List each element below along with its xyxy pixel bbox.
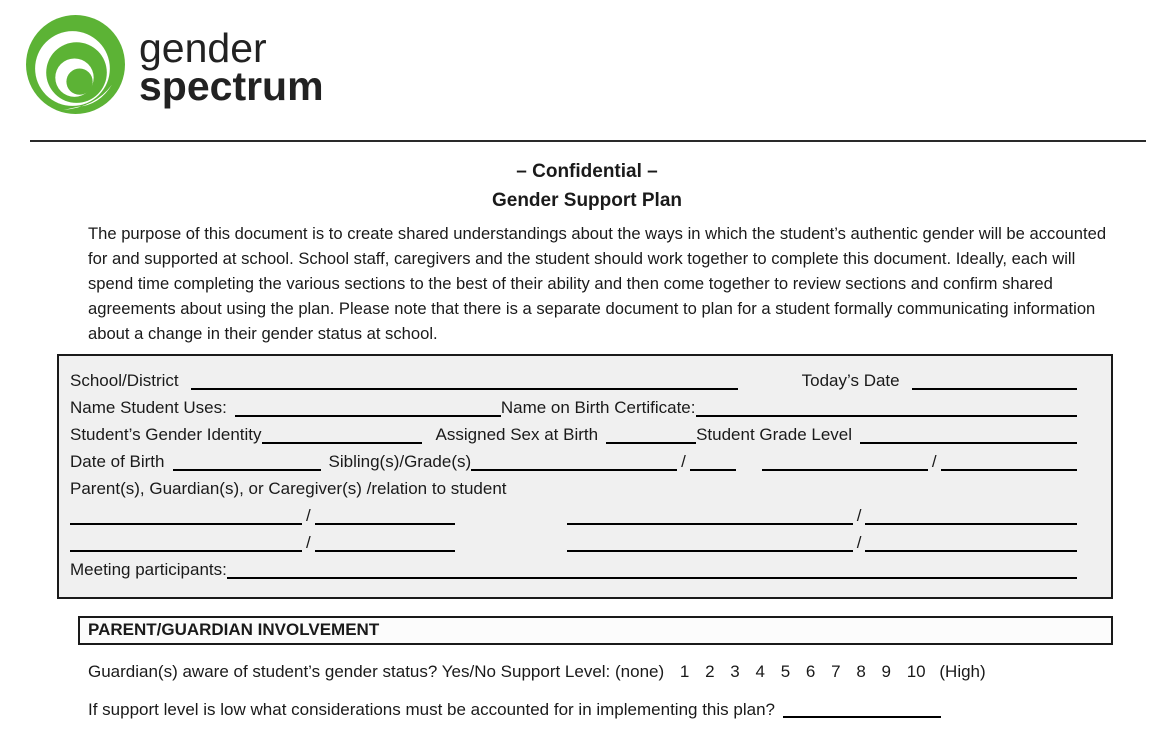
gender-identity-field[interactable] [262, 429, 422, 444]
header-divider [30, 140, 1146, 142]
support-level-7[interactable]: 7 [831, 662, 841, 681]
row-identity-sex-grade [70, 421, 1077, 448]
name-birth-certificate-field[interactable] [696, 402, 1078, 417]
slash-separator: / [856, 533, 862, 552]
low-support-considerations-field[interactable] [783, 703, 941, 718]
date-of-birth-field[interactable] [173, 456, 321, 471]
meeting-participants-field[interactable] [227, 564, 1077, 579]
parent-guardian-involvement-header: PARENT/GUARDIAN INVOLVEMENT [78, 616, 1113, 645]
parent4-name-field[interactable] [567, 537, 853, 552]
name-student-uses-label: Name Student Uses: [70, 398, 227, 417]
sibling2-grade-field[interactable] [941, 456, 1077, 471]
support-level-5[interactable]: 5 [780, 662, 791, 681]
slash-separator: / [931, 452, 937, 471]
support-level-1[interactable]: 1 [679, 662, 690, 681]
parent2-name-field[interactable] [567, 510, 853, 525]
todays-date-label: Today’s Date [801, 371, 900, 390]
grade-level-label: Student Grade Level [696, 425, 853, 444]
assigned-sex-field[interactable] [606, 429, 696, 444]
row-parent-3-4 [70, 529, 1077, 556]
name-student-uses-field[interactable] [235, 402, 501, 417]
parents-caregivers-label: Parent(s), Guardian(s), or Caregiver(s) /relation to student [70, 479, 507, 498]
sibling2-name-field[interactable] [762, 456, 928, 471]
low-support-question: If support level is low what considerations must be accounted for in implementing this plan? [88, 700, 775, 719]
guardian-awareness-question: Guardian(s) aware of student’s gender status? Yes/No Support Level: (none) [88, 662, 665, 681]
date-of-birth-label: Date of Birth [70, 452, 165, 471]
sibling1-grade-field[interactable] [690, 456, 736, 471]
school-district-field[interactable] [191, 375, 738, 390]
parent1-relation-field[interactable] [315, 510, 455, 525]
siblings-label: Sibling(s)/Grade(s) [328, 452, 472, 471]
support-level-10[interactable]: 10 [906, 662, 926, 681]
row-meeting-participants [70, 556, 1077, 583]
sibling1-name-field[interactable] [471, 456, 677, 471]
gender-identity-label: Student’s Gender Identity [70, 425, 262, 444]
purpose-paragraph: The purpose of this document is to create shared understandings about the ways in which the student’s authentic gender will be accounted for and supported at school. School staff, caregivers and the student should work together to complete this document. Ideally, each will spend time completing the various sections to the best of their ability and then come together to review sections and confirm shared agreements about using the plan. Please note that there is a separate document to plan for a student formally communicating information about a change in their gender status at school. [88, 224, 1107, 343]
support-level-8[interactable]: 8 [856, 662, 866, 681]
name-birth-certificate-label: Name on Birth Certificate: [500, 398, 696, 417]
slash-separator: / [306, 533, 311, 552]
support-level-3[interactable]: 3 [730, 662, 740, 681]
support-level-4[interactable]: 4 [755, 662, 765, 681]
gender-spectrum-swirl-icon [25, 14, 126, 115]
row-parent-1-2 [70, 502, 1077, 529]
support-level-6[interactable]: 6 [805, 662, 816, 681]
row-school-date [70, 367, 1077, 394]
parent1-name-field[interactable] [70, 510, 302, 525]
low-support-question-line [88, 698, 1118, 722]
confidential-heading: – Confidential – [516, 161, 658, 182]
parent4-relation-field[interactable] [865, 537, 1077, 552]
parent3-name-field[interactable] [70, 537, 302, 552]
logo-word-gender: gender [139, 24, 267, 71]
school-district-label: School/District [70, 371, 179, 390]
logo-wordmark [139, 24, 324, 109]
support-level-high-label: (High) [939, 662, 986, 681]
slash-separator: / [856, 506, 862, 525]
row-dob-siblings [70, 448, 1077, 475]
row-parents-label [70, 475, 1077, 502]
parent3-relation-field[interactable] [315, 537, 455, 552]
logo [0, 0, 1174, 115]
todays-date-field[interactable] [912, 375, 1077, 390]
parent2-relation-field[interactable] [865, 510, 1077, 525]
meeting-participants-label: Meeting participants: [70, 560, 227, 579]
assigned-sex-label: Assigned Sex at Birth [435, 425, 599, 444]
slash-separator: / [681, 452, 686, 471]
student-info-box [57, 354, 1113, 599]
slash-separator: / [306, 506, 311, 525]
support-level-9[interactable]: 9 [881, 662, 891, 681]
page-title: Gender Support Plan [491, 190, 683, 211]
support-level-2[interactable]: 2 [705, 662, 715, 681]
row-names [70, 394, 1077, 421]
guardian-awareness-line [88, 660, 1118, 684]
grade-level-field[interactable] [860, 429, 1077, 444]
logo-word-spectrum: spectrum [139, 62, 324, 109]
